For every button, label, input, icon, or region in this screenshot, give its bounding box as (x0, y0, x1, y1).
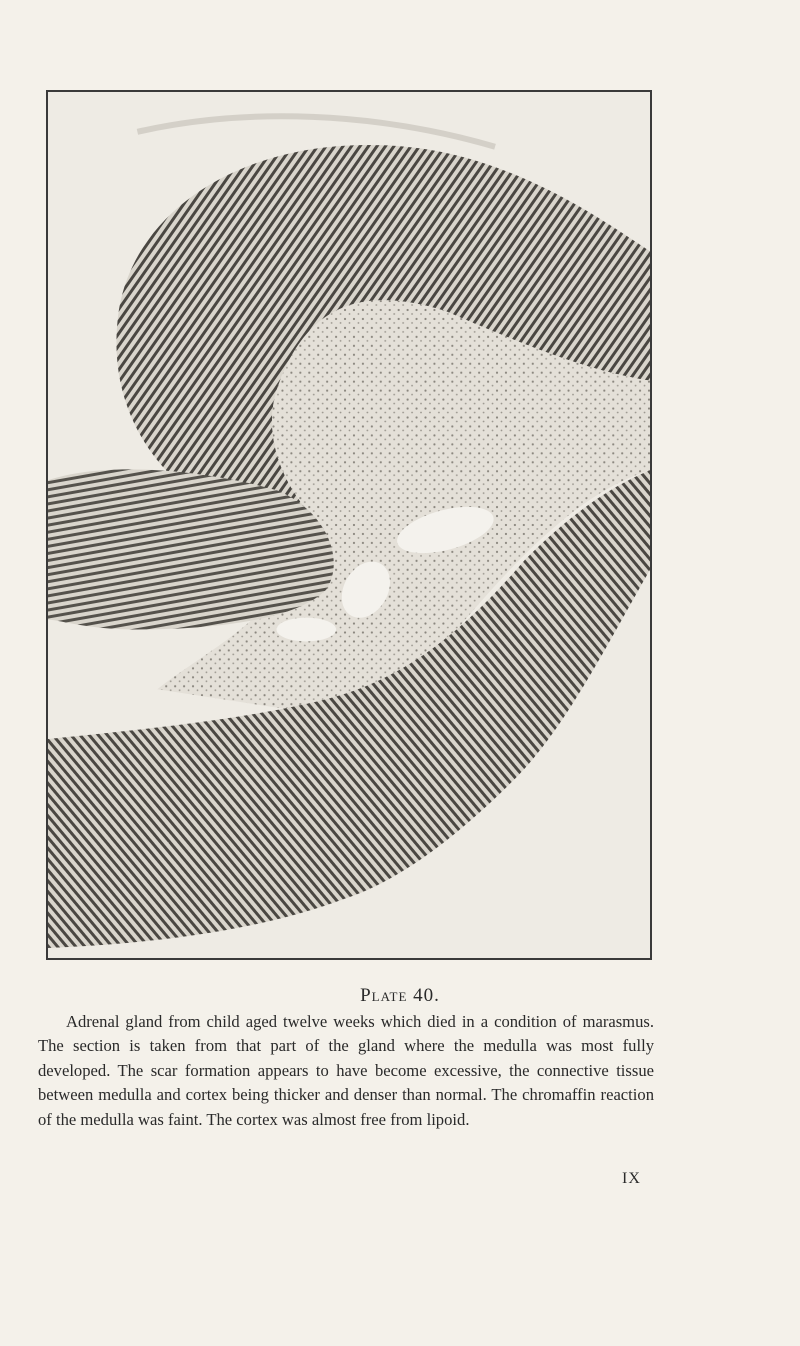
adrenal-gland-micrograph (48, 92, 650, 958)
plate-image (46, 90, 652, 960)
page-number: IX (622, 1170, 641, 1187)
plate-caption: Adrenal gland from child aged twelve weeks which died in a condition of marasmus. The section is taken from that part of the gland where the medulla was most fully developed. The scar formation appears to have become excessive, the connective tissue between medulla and cortex being thicker and denser than normal. The chromaffin reaction of the medulla was faint. The cortex was almost free from lipoid. (38, 1012, 654, 1129)
plate-title: Plate 40. (360, 985, 440, 1006)
